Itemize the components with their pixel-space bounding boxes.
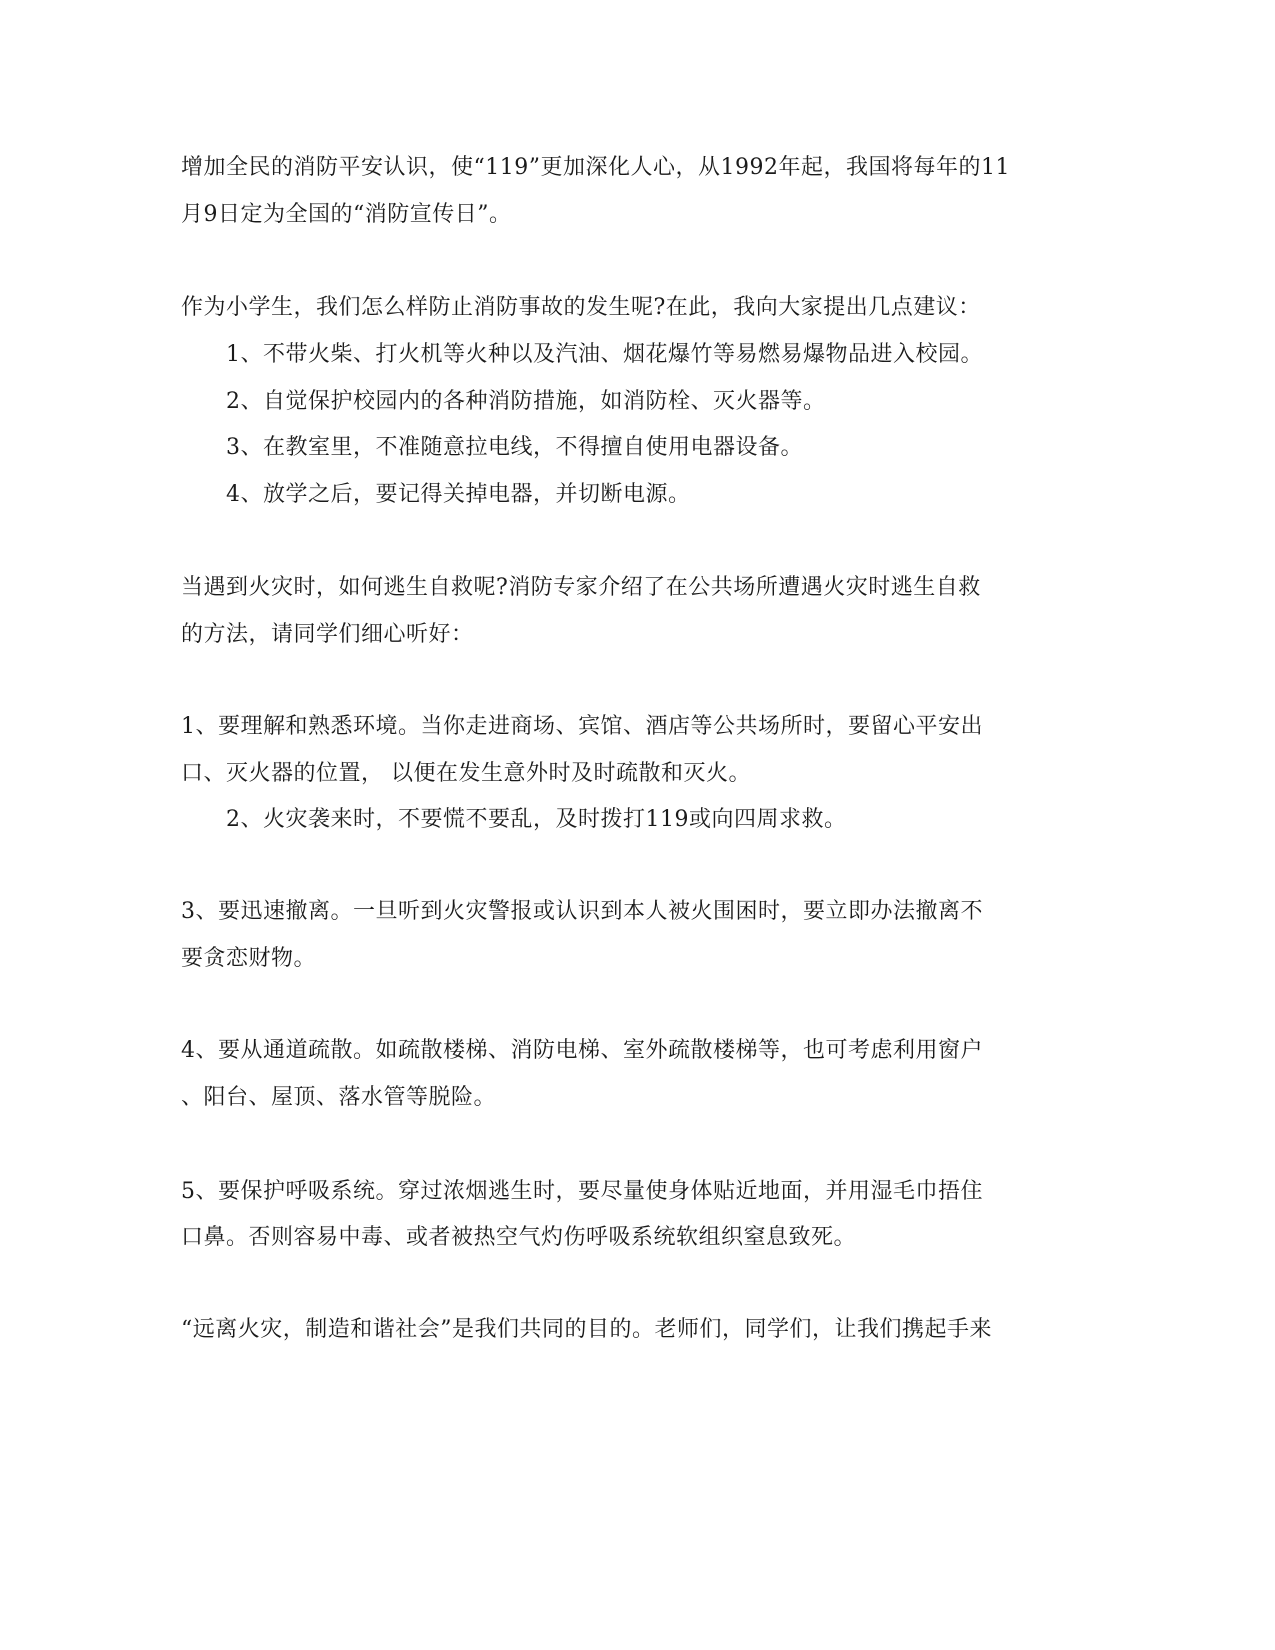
list-item: 4、要从通道疏散。如疏散楼梯、消防电梯、室外疏散楼梯等，也可考虑利用窗户 xyxy=(181,1038,983,1063)
paragraph-line: “远离火灾，制造和谐社会”是我们共同的目的。老师们，同学们，让我们携起手来 xyxy=(181,1317,992,1342)
list-item: 3、要迅速撤离。一旦听到火灾警报或认识到本人被火围困时，要立即办法撤离不 xyxy=(181,899,983,924)
list-item: 1、不带火柴、打火机等火种以及汽油、烟花爆竹等易燃易爆物品进入校园。 xyxy=(226,342,983,367)
paragraph-line: 增加全民的消防平安认识，使“119”更加深化人心，从1992年起，我国将每年的11 xyxy=(181,155,1010,180)
list-item: 要贪恋财物。 xyxy=(181,946,317,971)
list-item: 5、要保护呼吸系统。穿过浓烟逃生时，要尽量使身体贴近地面，并用湿毛巾捂住 xyxy=(181,1179,983,1204)
list-item: 口鼻。否则容易中毒、或者被热空气灼伤呼吸系统软组织窒息致死。 xyxy=(181,1225,857,1250)
list-item: 3、在教室里，不准随意拉电线，不得擅自使用电器设备。 xyxy=(226,435,803,460)
list-item: 口、灭火器的位置， 以便在发生意外时及时疏散和灭火。 xyxy=(181,761,751,786)
paragraph-line: 作为小学生，我们怎么样防止消防事故的发生呢?在此，我向大家提出几点建议： xyxy=(181,295,981,320)
list-item: 1、要理解和熟悉环境。当你走进商场、宾馆、酒店等公共场所时，要留心平安出 xyxy=(181,714,983,739)
list-item: 2、自觉保护校园内的各种消防措施，如消防栓、灭火器等。 xyxy=(226,389,826,414)
paragraph-line: 月9日定为全国的“消防宣传日”。 xyxy=(181,202,512,227)
paragraph-line: 的方法，请同学们细心听好： xyxy=(181,622,474,647)
list-item: 4、放学之后，要记得关掉电器，并切断电源。 xyxy=(226,482,691,507)
list-item: 2、火灾袭来时，不要慌不要乱，及时拨打119或向四周求救。 xyxy=(226,807,847,832)
list-item: 、阳台、屋顶、落水管等脱险。 xyxy=(181,1085,497,1110)
paragraph-line: 当遇到火灾时，如何逃生自救呢?消防专家介绍了在公共场所遭遇火灾时逃生自救 xyxy=(181,575,981,600)
